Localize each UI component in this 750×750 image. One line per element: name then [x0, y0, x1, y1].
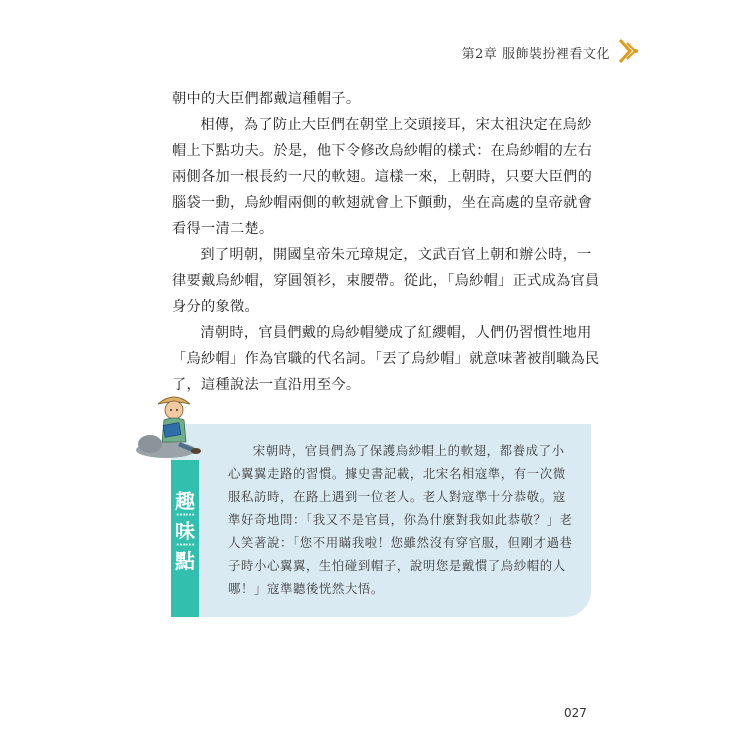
fun-fact-text — [228, 439, 573, 600]
main-text — [172, 86, 604, 398]
paragraph: 相傳，為了防止大臣們在朝堂上交頭接耳，宋太祖決定在烏紗帽上下點功夫。於是，他下令修改烏紗帽的樣式：在烏紗帽的左右兩側各加一根長約一尺的軟翅。這樣一來，上朝時，只要大臣們的腦袋一動，烏紗帽兩側的軟翅就會上下顫動，坐在高處的皇帝就會看得一清二楚。 — [172, 117, 593, 237]
paragraph: 朝中的大臣們都戴這種帽子。 — [172, 91, 361, 107]
chapter-header — [462, 40, 610, 64]
chapter-title: 第2章 服飾裝扮裡看文化 — [461, 46, 610, 62]
fun-fact-label-char: 趣 — [175, 489, 195, 513]
fun-fact-label — [171, 490, 199, 572]
fun-fact-label-dots: ⋯⋯ — [176, 510, 194, 521]
page-number: 027 — [564, 706, 587, 720]
fun-fact-paragraph: 宋朝時，官員們為了保護烏紗帽上的軟翅，都養成了小心翼翼走路的習慣。據史書記載，北宋名相寇準，有一次微服私訪時，在路上遇到一位老人。老人對寇準十分恭敬。寇準好奇地問：「我又不是官員，你為什麼對我如此恭敬？」老人笑著說：「您不用瞞我啦！您雖然沒有穿官服，但剛才過巷子時小心翼翼，生怕碰到帽子，說明您是戴慣了烏紗帽的人哪！」寇準聽後恍然大悟。 — [228, 443, 573, 596]
fun-fact-label-char: 點 — [175, 549, 195, 573]
paragraph: 清朝時，官員們戴的烏紗帽變成了紅纓帽，人們仍習慣性地用「烏紗帽」作為官職的代名詞。「丟了烏紗帽」就意味著被削職為民了，這種說法一直沿用至今。 — [172, 325, 600, 393]
fun-fact-label-char: 味 — [175, 519, 195, 543]
paragraph: 到了明朝，開國皇帝朱元璋規定，文武百官上朝和辦公時，一律要戴烏紗帽，穿圓領衫，束腰帶。從此，「烏紗帽」正式成為官員身分的象徵。 — [172, 247, 600, 315]
reading-child-illustration — [136, 388, 206, 460]
ornament-knot-icon — [616, 38, 640, 64]
fun-fact-label-dots: ⋯⋯ — [176, 540, 194, 551]
